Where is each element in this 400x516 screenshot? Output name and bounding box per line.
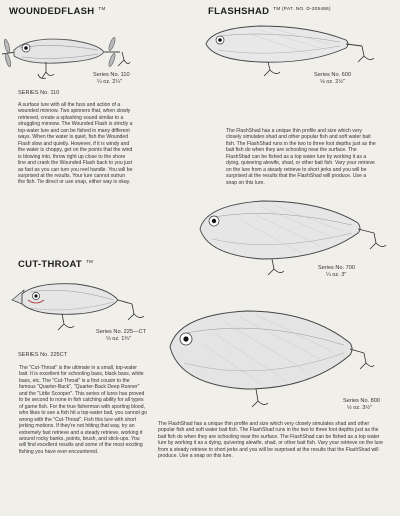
cutthroat-series-label: SERIES No. 225CT bbox=[18, 352, 68, 358]
cutthroat-description: The "Cut-Throat" is the ultimate in a small, top-water bait. It is excellent for schooling bass, black bass, white bass, etc. The "Cut-Throat" is a first cousin to the famous "Quarter-Back", "Quarter-Back Deep Runner" and the "Little Scooper". This series of lures has proved to be second to none in fish catching ability for all types of game fish. For the true fisherman with sporting blood, who likes to see a fish hit a top-water bait, you cannot go wrong with the "Cut-Throat". Fish this lure with short jerking motions. If they're not hitting that way, try an extremely fast retrieve and a steady retrieve, working it around rocky banks, points, brush, and stick-ups. You will find excellent results and some of the most exciting fishing you have ever encountered. bbox=[19, 365, 147, 455]
woundedflash-title: WOUNDEDFLASH ™ bbox=[9, 6, 106, 18]
cutthroat-series-caption: Series No. 225—CT ⅓ oz. 1¾" bbox=[96, 329, 147, 342]
flashshad-description: The FlashShad has a unique thin profile and size which very closely simulates shad and other popular fish and soft water bait fish. The FlashShad runs in the two to three foot depths just as the bait fish do when they are schooling near the surface. The FlashShad can be fished as a top water lure by working it as a dying, quivering alewife, shad, or other bait fish. Vary your retrieve on the lure from a steady retrieve to short jerks and you will be surprised at the results that the FlashShad will produce. Use a snap on this lure. bbox=[226, 128, 376, 186]
flashshad-title: FLASHSHAD $^{TM (PAT. NO. D-205486)}$ bbox=[208, 6, 331, 18]
cutthroat-title: CUT-THROAT ™ bbox=[18, 259, 94, 271]
flashshad-700-series-caption: Series No. 700 ¼ oz. 3" bbox=[318, 265, 356, 278]
woundedflash-series-label: SERIES No. 110 bbox=[18, 90, 60, 96]
flashshad-800-lure-image bbox=[160, 305, 370, 415]
flashshad-bottom-description: The FlashShad has a unique thin profile and size which very closely simulates shad and other popular fish and soft water bait fish. The FlashShad runs in the two to three foot depths just as the bait fish do when they are schooling near the surface. The FlashShad can be fished as a top water lure by working it as a dying, quivering alewife, shad, or other bait fish. Vary your retrieve on the lure from a steady retrieve to short jerks and you will be surprised at the results that the FlashShad will produce. Use a snap on this lure. bbox=[158, 421, 383, 460]
woundedflash-description: A surface lure with all the fuss and action of a wounded minnow. Two spinners that, when slowly retrieved, create a splashing sound similar to a struggling minnow. The Wounded Flash is strictly a top-water lure and can be fished in many different ways. When the water is quiet, fish the Wounded Flash slow and quietly. However, if it is windy and the water is choppy, get on the points that the wind is blowing into, throw right up close to the shore line and crank the Wounded Flash back to you just as fast as you can turn you reel handle. You will be surprised at the results. Your lure cannot outrun the fish. Tie direct or use snap, either way is okay. bbox=[18, 102, 133, 186]
flashshad-600-lure-image bbox=[200, 16, 380, 78]
flashshad-800-series-caption: Series No. 800 ½ oz. 3½" bbox=[343, 398, 381, 411]
flashshad-600-series-caption: Series No. 600 ⅛ oz. 2½" bbox=[314, 72, 352, 85]
woundedflash-series-caption: Series No. 110 ¼ oz. 2¼" bbox=[93, 72, 130, 85]
